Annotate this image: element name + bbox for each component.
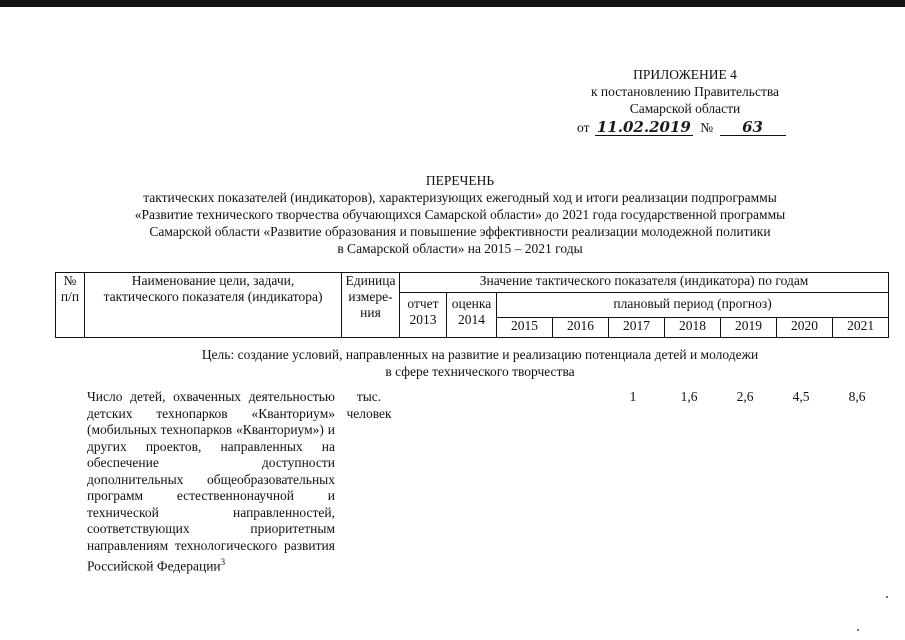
header-values: Значение тактического показателя (индикатора) по годам bbox=[400, 273, 889, 293]
scan-speck bbox=[886, 596, 888, 598]
indicator-unit-line-2: человек bbox=[346, 405, 392, 421]
header-year-2015: 2015 bbox=[497, 318, 553, 338]
header-number-line-2: п/п bbox=[60, 289, 80, 304]
header-year-2017: 2017 bbox=[609, 318, 665, 338]
indicator-table-header bbox=[55, 272, 889, 338]
document-title bbox=[80, 172, 840, 257]
indicator-name-text: Число детей, охваченных деятельностью детских технопарков «Кванториум» (мобильных технопарков «Кванториум») и других проектов, направленных на обеспечение доступности дополнительных общеобразовательных программ естественнонаучной и технической направленностей, соответствующих приоритетным направлениям технологического развития Российской Федерации bbox=[87, 389, 335, 574]
header-year-2019: 2019 bbox=[721, 318, 777, 338]
header-year-2021: 2021 bbox=[833, 318, 889, 338]
indicator-value-2020: 4,5 bbox=[792, 389, 810, 404]
scan-speck bbox=[857, 629, 859, 631]
header-estimate-2014 bbox=[447, 293, 497, 338]
top-border bbox=[0, 0, 905, 7]
handwritten-number: 63 bbox=[720, 120, 786, 136]
header-unit-line-3: ния bbox=[360, 305, 381, 320]
indicator-value-2017: 1 bbox=[629, 389, 637, 404]
header-name-line-2: тактического показателя (индикатора) bbox=[103, 289, 323, 304]
header-report-label: отчет bbox=[407, 296, 439, 311]
handwritten-date: 11.02.2019 bbox=[595, 120, 693, 136]
header-number-line-1: № bbox=[63, 273, 77, 288]
header-name bbox=[85, 273, 342, 338]
appendix-line-2: Самарской области bbox=[629, 101, 741, 116]
header-plan-period: плановый период (прогноз) bbox=[497, 293, 889, 318]
header-name-line-1: Наименование цели, задачи, bbox=[131, 273, 295, 288]
header-estimate-year: 2014 bbox=[458, 312, 485, 327]
goal-line-2: в сфере технического творчества bbox=[385, 364, 575, 379]
header-year-2020: 2020 bbox=[777, 318, 833, 338]
title-line-2: «Развитие технического творчества обучающихся Самарской области» до 2021 года государственной программы bbox=[134, 207, 786, 222]
indicator-value-2019: 2,6 bbox=[736, 389, 754, 404]
goal-row bbox=[80, 346, 880, 380]
number-prefix: № bbox=[700, 120, 714, 135]
title-line-4: в Самарской области» на 2015 – 2021 годы bbox=[337, 241, 583, 256]
header-estimate-label: оценка bbox=[451, 296, 492, 311]
appendix-block bbox=[540, 66, 830, 117]
indicator-footnote: 3 bbox=[220, 557, 226, 567]
header-number bbox=[56, 273, 85, 338]
header-unit-line-1: Единица bbox=[345, 273, 396, 288]
indicator-name bbox=[87, 389, 335, 575]
decree-date-number bbox=[577, 118, 837, 138]
title-heading: ПЕРЕЧЕНЬ bbox=[425, 173, 495, 188]
title-line-1: тактических показателей (индикаторов), характеризующих ежегодный ход и итоги реализации подпрограммы bbox=[143, 190, 777, 205]
appendix-title: ПРИЛОЖЕНИЕ 4 bbox=[633, 67, 737, 82]
indicator-unit-line-1: тыс. bbox=[356, 389, 382, 404]
header-unit bbox=[342, 273, 400, 338]
header-report-2013 bbox=[400, 293, 447, 338]
appendix-line-1: к постановлению Правительства bbox=[590, 84, 780, 99]
header-report-year: 2013 bbox=[409, 312, 437, 327]
header-year-2018: 2018 bbox=[665, 318, 721, 338]
title-line-3: Самарской области «Развитие образования и повышение эффективности реализации молодежной политики bbox=[149, 224, 771, 239]
header-year-2016: 2016 bbox=[553, 318, 609, 338]
header-unit-line-2: измере- bbox=[348, 289, 393, 304]
date-prefix: от bbox=[577, 120, 590, 135]
goal-line-1: Цель: создание условий, направленных на развитие и реализацию потенциала детей и молодежи bbox=[201, 347, 759, 362]
indicator-value-2021: 8,6 bbox=[848, 389, 866, 404]
indicator-unit bbox=[344, 389, 394, 422]
indicator-value-2018: 1,6 bbox=[680, 389, 698, 404]
